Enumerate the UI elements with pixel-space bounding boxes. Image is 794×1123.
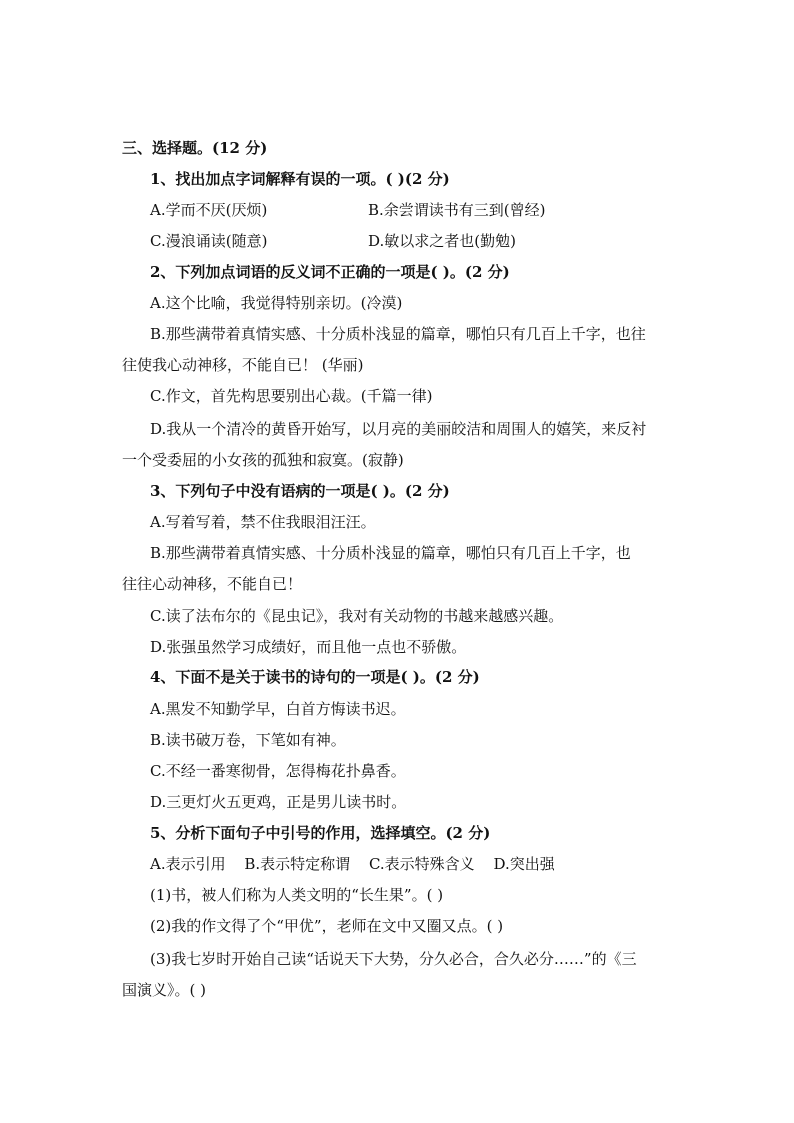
question-1-option-d: D.敏以求之者也(勤勉)	[368, 232, 516, 250]
question-5-sentence-1: (1)书，被人们称为人类文明的“长生果”。( )	[150, 886, 444, 904]
question-2-option-d-line-2: 一个受委屈的小女孩的孤独和寂寞。(寂静)	[122, 451, 404, 469]
question-2-option-b-line-2: 往使我心动神移，不能自已！ (华丽)	[122, 356, 364, 374]
question-1-option-a: A.学而不厌(厌烦)	[150, 201, 268, 219]
question-1-stem: 1、找出加点字词解释有误的一项。( )(2 分)	[150, 170, 450, 188]
question-3-option-c: C.读了法布尔的《昆虫记》，我对有关动物的书越来越感兴趣。	[150, 607, 564, 625]
question-5-options-row	[150, 853, 794, 875]
question-5-sentence-2: (2)我的作文得了个“甲优”，老师在文中又圈又点。( )	[150, 917, 504, 935]
question-5-option-b: B.表示特定称谓	[244, 855, 351, 873]
question-1-options-row-1	[150, 199, 794, 221]
question-2-stem: 2、下列加点词语的反义词不正确的一项是( )。(2 分)	[150, 263, 510, 281]
question-4-option-d: D.三更灯火五更鸡，正是男儿读书时。	[150, 793, 407, 811]
section-title: 三、选择题。(12 分)	[122, 139, 268, 157]
question-5-stem: 5、分析下面句子中引号的作用，选择填空。(2 分)	[150, 824, 491, 842]
question-5-option-d: D.突出强	[493, 855, 555, 873]
question-4-option-c: C.不经一番寒彻骨，怎得梅花扑鼻香。	[150, 762, 406, 780]
question-3-option-b-line-2: 往往心动神移，不能自已！	[122, 575, 303, 593]
question-2-option-c: C.作文，首先构思要别出心裁。(千篇一律)	[150, 387, 433, 405]
question-4-stem: 4、下面不是关于读书的诗句的一项是( )。(2 分)	[150, 668, 480, 686]
question-5-sentence-3-line-1: (3)我七岁时开始自己读“话说天下大势，分久必合，合久必分……”的《三	[150, 950, 637, 968]
question-2-option-d-line-1: D.我从一个清冷的黄昏开始写，以月亮的美丽皎洁和周围人的嬉笑，来反衬	[150, 420, 647, 438]
question-2-option-a: A.这个比喻，我觉得特别亲切。(冷漠)	[150, 294, 403, 312]
question-5-option-c: C.表示特殊含义	[368, 855, 475, 873]
question-3-option-b-line-1: B.那些满带着真情实感、十分质朴浅显的篇章，哪怕只有几百上千字，也	[150, 544, 631, 562]
question-3-stem: 3、下列句子中没有语病的一项是( )。(2 分)	[150, 482, 450, 500]
question-1-option-c: C.漫浪诵读(随意)	[150, 232, 268, 250]
question-4-option-b: B.读书破万卷，下笔如有神。	[150, 731, 346, 749]
question-5-sentence-3-line-2: 国演义》。( )	[122, 981, 206, 999]
question-1-options-row-2	[150, 230, 794, 252]
question-1-option-b: B.余尝谓读书有三到(曾经)	[368, 201, 546, 219]
question-5-option-a: A.表示引用	[150, 855, 226, 873]
question-4-option-a: A.黑发不知勤学早，白首方悔读书迟。	[150, 700, 406, 718]
question-3-option-d: D.张强虽然学习成绩好，而且他一点也不骄傲。	[150, 638, 467, 656]
question-2-option-b-line-1: B.那些满带着真情实感、十分质朴浅显的篇章，哪怕只有几百上千字，也往	[150, 325, 646, 343]
question-3-option-a: A.写着写着，禁不住我眼泪汪汪。	[150, 513, 376, 531]
